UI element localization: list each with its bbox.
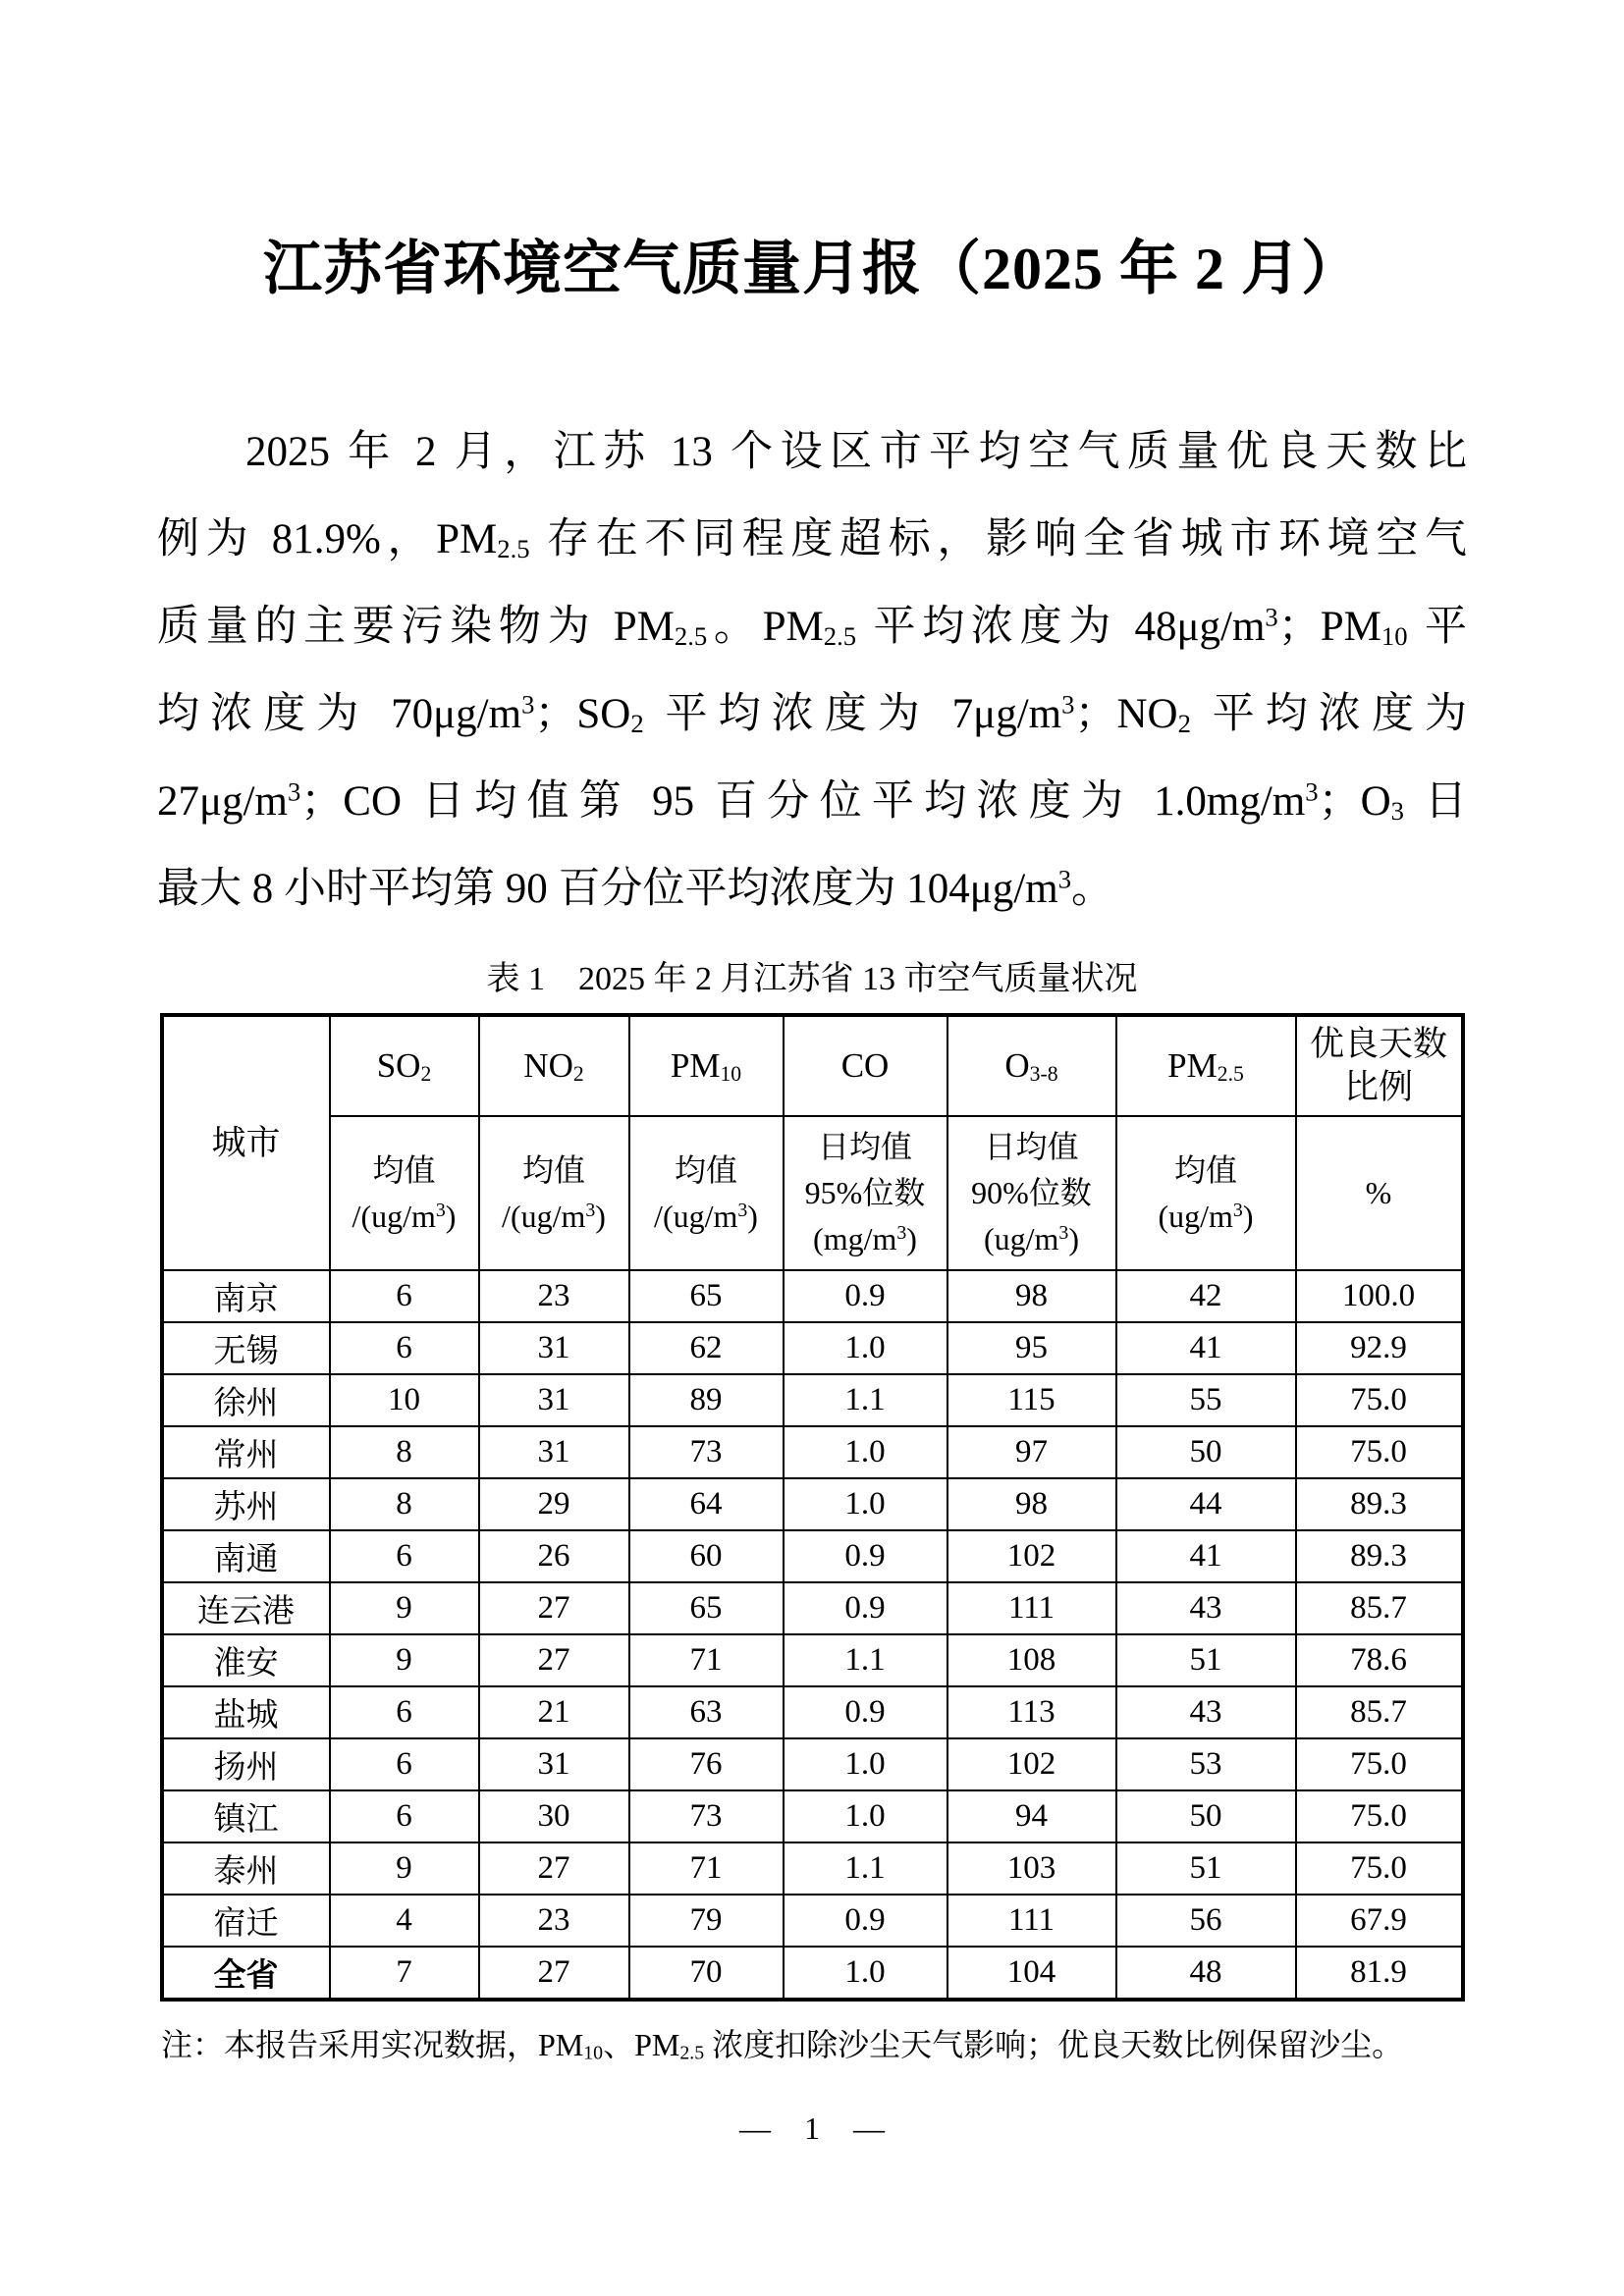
value-cell: 94: [947, 1790, 1116, 1842]
value-cell: 51: [1116, 1842, 1296, 1895]
value-cell: 0.9: [784, 1582, 947, 1634]
city-cell: 扬州: [162, 1738, 330, 1790]
value-cell: 23: [479, 1270, 629, 1322]
table-row: [162, 1478, 1463, 1530]
value-cell: 6: [330, 1738, 479, 1790]
value-cell: 75.0: [1296, 1842, 1463, 1895]
value-cell: 44: [1116, 1478, 1296, 1530]
table-row: [162, 1530, 1463, 1582]
value-cell: 1.0: [784, 1947, 947, 2000]
table-row: [162, 1842, 1463, 1895]
value-cell: 7: [330, 1947, 479, 2000]
report-title: 江苏省环境空气质量月报（2025 年 2 月）: [263, 237, 1361, 301]
value-cell: 98: [947, 1270, 1116, 1322]
value-cell: 73: [629, 1426, 784, 1478]
table-row: [162, 1738, 1463, 1790]
value-cell: 0.9: [784, 1895, 947, 1947]
table-header-row-1: [162, 1015, 1463, 1116]
city-cell: 泰州: [162, 1842, 330, 1895]
value-cell: 6: [330, 1686, 479, 1738]
value-cell: 108: [947, 1634, 1116, 1686]
table-row: [162, 1582, 1463, 1634]
table-row: [162, 1374, 1463, 1426]
value-cell: 71: [629, 1634, 784, 1686]
table-row: [162, 1790, 1463, 1842]
header-cell-city: 城市: [162, 1015, 330, 1270]
value-cell: 113: [947, 1686, 1116, 1738]
value-cell: 1.1: [784, 1634, 947, 1686]
table-row: [162, 1270, 1463, 1322]
value-cell: 75.0: [1296, 1426, 1463, 1478]
value-cell: 111: [947, 1895, 1116, 1947]
value-cell: 75.0: [1296, 1790, 1463, 1842]
paragraph-line: 例为 81.9%，$PM_{2.5}$ 存在不同程度超标，影响全省城市环境空气: [157, 516, 1468, 563]
value-cell: 75.0: [1296, 1738, 1463, 1790]
value-cell: 102: [947, 1738, 1116, 1790]
value-cell: 64: [629, 1478, 784, 1530]
paragraph-line: 均浓度为 $70\mu g/m^3$；$SO_2$ 平均浓度为 $7\mu g/m^3$；$NO_2$ 平均浓度为: [157, 689, 1468, 738]
value-cell: 65: [629, 1582, 784, 1634]
value-cell: 27: [479, 1947, 629, 2000]
table-header-row-2: [162, 1116, 1463, 1270]
value-cell: 98: [947, 1478, 1116, 1530]
value-cell: 81.9: [1296, 1947, 1463, 2000]
value-cell: 31: [479, 1738, 629, 1790]
table-row: [162, 1634, 1463, 1686]
page-number: — 1 —: [739, 2110, 885, 2146]
header-cell-good-days-ratio: 优良天数 比例: [1296, 1015, 1463, 1116]
header-cell-so2: $SO_2$: [330, 1015, 479, 1116]
value-cell: 0.9: [784, 1270, 947, 1322]
city-cell: 南京: [162, 1270, 330, 1322]
value-cell: 55: [1116, 1374, 1296, 1426]
value-cell: 6: [330, 1530, 479, 1582]
header-cell-pm10-unit: 均值 $/(ug/m^3)$: [629, 1116, 784, 1270]
air-quality-table: [160, 1013, 1465, 2002]
value-cell: 67.9: [1296, 1895, 1463, 1947]
value-cell: 50: [1116, 1790, 1296, 1842]
value-cell: 60: [629, 1530, 784, 1582]
value-cell: 102: [947, 1530, 1116, 1582]
value-cell: 31: [479, 1322, 629, 1374]
value-cell: 4: [330, 1895, 479, 1947]
header-cell-o3-8-unit: 日均值 90%位数 $(ug/m^3)$: [947, 1116, 1116, 1270]
value-cell: 29: [479, 1478, 629, 1530]
value-cell: 95: [947, 1322, 1116, 1374]
value-cell: 30: [479, 1790, 629, 1842]
value-cell: 78.6: [1296, 1634, 1463, 1686]
header-cell-so2-unit: 均值 $/(ug/m^3)$: [330, 1116, 479, 1270]
value-cell: 73: [629, 1790, 784, 1842]
table-body: [162, 1270, 1463, 2000]
value-cell: 89: [629, 1374, 784, 1426]
value-cell: 9: [330, 1842, 479, 1895]
city-cell: 淮安: [162, 1634, 330, 1686]
value-cell: 111: [947, 1582, 1116, 1634]
value-cell: 27: [479, 1582, 629, 1634]
header-cell-no2-unit: 均值 $/(ug/m^3)$: [479, 1116, 629, 1270]
value-cell: 27: [479, 1634, 629, 1686]
city-cell: 苏州: [162, 1478, 330, 1530]
value-cell: 1.0: [784, 1738, 947, 1790]
value-cell: 26: [479, 1530, 629, 1582]
table-note: 注：本报告采用实况数据，$PM_{10}$、$PM_{2.5}$ 浓度扣除沙尘天气影响；优良天数比例保留沙尘。: [161, 2027, 1404, 2064]
table-row: [162, 1426, 1463, 1478]
value-cell: 85.7: [1296, 1582, 1463, 1634]
table-row: [162, 1322, 1463, 1374]
table-caption: 表 1 2025 年 2 月江苏省 13 市空气质量状况: [486, 961, 1138, 997]
header-cell-o3-8: $O_{3-8}$: [947, 1015, 1116, 1116]
city-cell: 无锡: [162, 1322, 330, 1374]
value-cell: 97: [947, 1426, 1116, 1478]
value-cell: 65: [629, 1270, 784, 1322]
table-header: [162, 1015, 1463, 1270]
paragraph-line: 质量的主要污染物为 $PM_{2.5}$。$PM_{2.5}$ 平均浓度为 $48\mu g/m^3$；$PM_{10}$ 平: [157, 602, 1467, 651]
value-cell: 9: [330, 1582, 479, 1634]
value-cell: 6: [330, 1790, 479, 1842]
value-cell: 8: [330, 1426, 479, 1478]
value-cell: 89.3: [1296, 1478, 1463, 1530]
table-total-row: [162, 1947, 1463, 2000]
city-cell: 徐州: [162, 1374, 330, 1426]
value-cell: 42: [1116, 1270, 1296, 1322]
city-cell: 南通: [162, 1530, 330, 1582]
value-cell: 104: [947, 1947, 1116, 2000]
value-cell: 8: [330, 1478, 479, 1530]
paragraph-line: 最大 8 小时平均第 90 百分位平均浓度为 $104\mu g/m^3$。: [157, 864, 1114, 912]
value-cell: 9: [330, 1634, 479, 1686]
value-cell: 23: [479, 1895, 629, 1947]
table-row: [162, 1686, 1463, 1738]
value-cell: 53: [1116, 1738, 1296, 1790]
value-cell: 1.0: [784, 1426, 947, 1478]
value-cell: 6: [330, 1270, 479, 1322]
value-cell: 51: [1116, 1634, 1296, 1686]
value-cell: 70: [629, 1947, 784, 2000]
value-cell: 31: [479, 1426, 629, 1478]
value-cell: 43: [1116, 1686, 1296, 1738]
value-cell: 0.9: [784, 1530, 947, 1582]
city-cell: 盐城: [162, 1686, 330, 1738]
value-cell: 27: [479, 1842, 629, 1895]
value-cell: 31: [479, 1374, 629, 1426]
city-cell: 宿迁: [162, 1895, 330, 1947]
paragraph-line: 2025 年 2 月，江苏 13 个设区市平均空气质量优良天数比: [245, 429, 1467, 475]
table-row: [162, 1895, 1463, 1947]
value-cell: 100.0: [1296, 1270, 1463, 1322]
value-cell: 50: [1116, 1426, 1296, 1478]
header-cell-co-unit: 日均值 95%位数 $(mg/m^3)$: [784, 1116, 947, 1270]
value-cell: 43: [1116, 1582, 1296, 1634]
city-cell: 常州: [162, 1426, 330, 1478]
value-cell: 1.0: [784, 1322, 947, 1374]
value-cell: 21: [479, 1686, 629, 1738]
value-cell: 103: [947, 1842, 1116, 1895]
value-cell: 6: [330, 1322, 479, 1374]
value-cell: 76: [629, 1738, 784, 1790]
value-cell: 48: [1116, 1947, 1296, 2000]
value-cell: 1.1: [784, 1374, 947, 1426]
header-cell-pm2-5: $PM_{2.5}$: [1116, 1015, 1296, 1116]
value-cell: 92.9: [1296, 1322, 1463, 1374]
value-cell: 75.0: [1296, 1374, 1463, 1426]
value-cell: 41: [1116, 1530, 1296, 1582]
value-cell: 10: [330, 1374, 479, 1426]
header-cell-no2: $NO_2$: [479, 1015, 629, 1116]
city-cell: 镇江: [162, 1790, 330, 1842]
value-cell: 56: [1116, 1895, 1296, 1947]
value-cell: 63: [629, 1686, 784, 1738]
value-cell: 0.9: [784, 1686, 947, 1738]
paragraph-line: $27\mu g/m^3$；CO 日均值第 95 百分位平均浓度为 $1.0mg/m^3$；$O_3$ 日: [157, 776, 1468, 826]
value-cell: 79: [629, 1895, 784, 1947]
value-cell: 41: [1116, 1322, 1296, 1374]
header-cell-co: CO: [784, 1015, 947, 1116]
city-cell: 连云港: [162, 1582, 330, 1634]
report-paragraph: [157, 408, 1467, 933]
header-cell-pm10: $PM_{10}$: [629, 1015, 784, 1116]
city-cell: 全省: [162, 1947, 330, 2000]
value-cell: 1.0: [784, 1790, 947, 1842]
value-cell: 115: [947, 1374, 1116, 1426]
value-cell: 89.3: [1296, 1530, 1463, 1582]
value-cell: 71: [629, 1842, 784, 1895]
header-cell-percent-unit: %: [1296, 1116, 1463, 1270]
header-cell-pm2-5-unit: 均值 $(ug/m^3)$: [1116, 1116, 1296, 1270]
value-cell: 62: [629, 1322, 784, 1374]
value-cell: 1.0: [784, 1478, 947, 1530]
value-cell: 1.1: [784, 1842, 947, 1895]
value-cell: 85.7: [1296, 1686, 1463, 1738]
